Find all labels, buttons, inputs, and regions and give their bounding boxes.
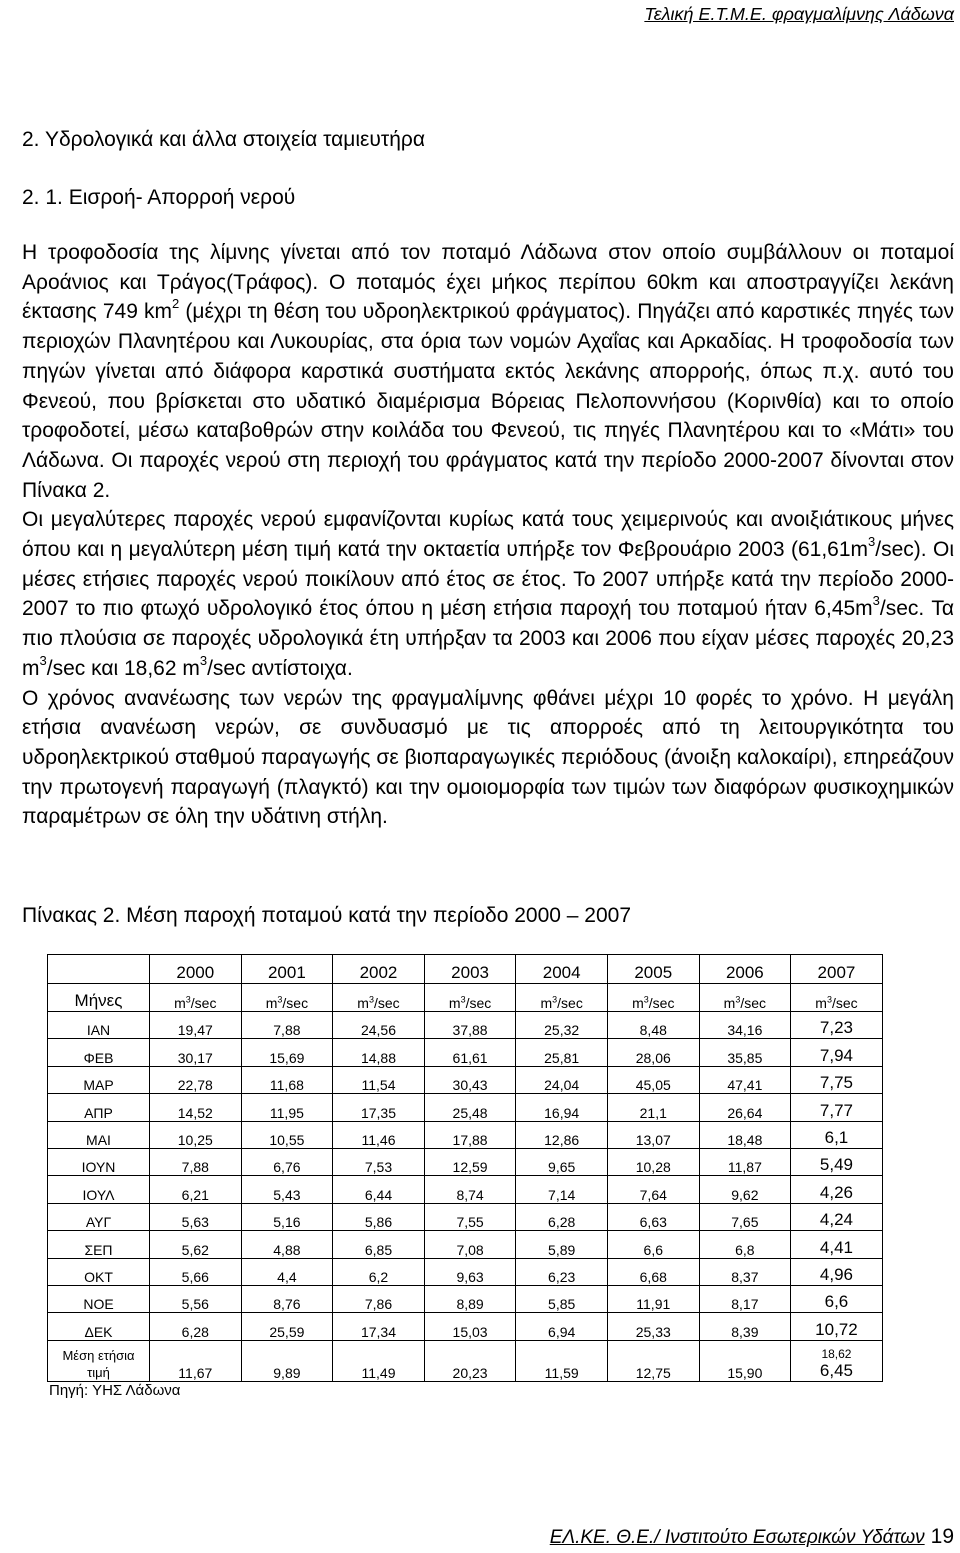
- value-cell: 6,6: [791, 1285, 883, 1312]
- value-cell: 5,16: [241, 1203, 333, 1230]
- table-row: [48, 1094, 883, 1121]
- year-header: 2002: [333, 955, 425, 984]
- year-header: 2003: [424, 955, 516, 984]
- table-row: [48, 1258, 883, 1285]
- value-cell: 5,62: [150, 1231, 242, 1258]
- unit-header: $m^3/\sec$: [516, 984, 608, 1012]
- value-cell: 25,81: [516, 1039, 608, 1066]
- value-cell: 6,6: [607, 1231, 699, 1258]
- value-cell: 61,61: [424, 1039, 516, 1066]
- value-cell: 6,21: [150, 1176, 242, 1203]
- month-label: ΝΟΕ: [48, 1285, 150, 1312]
- value-cell: 4,41: [791, 1231, 883, 1258]
- value-cell: 9,63: [424, 1258, 516, 1285]
- value-cell: 5,49: [791, 1148, 883, 1175]
- value-cell: 14,52: [150, 1094, 242, 1121]
- value-cell: 17,35: [333, 1094, 425, 1121]
- value-cell: 5,56: [150, 1285, 242, 1312]
- mean-value-cell: 20,23: [424, 1340, 516, 1381]
- month-label: ΑΥΓ: [48, 1203, 150, 1230]
- value-cell: 14,88: [333, 1039, 425, 1066]
- mean-value-cell: 18,62 6,45: [791, 1340, 883, 1381]
- table-row: [48, 1313, 883, 1340]
- year-header: 2001: [241, 955, 333, 984]
- value-cell: 34,16: [699, 1012, 791, 1039]
- value-cell: 8,37: [699, 1258, 791, 1285]
- value-cell: 17,34: [333, 1313, 425, 1340]
- table-caption: Πίνακας 2. Μέση παροχή ποταμού κατά την περίοδο 2000 – 2007: [22, 904, 632, 927]
- value-cell: 8,74: [424, 1176, 516, 1203]
- value-cell: 11,95: [241, 1094, 333, 1121]
- value-cell: 10,28: [607, 1148, 699, 1175]
- table-row: [48, 1148, 883, 1175]
- value-cell: 7,88: [150, 1148, 242, 1175]
- value-cell: 17,88: [424, 1121, 516, 1148]
- value-cell: 30,43: [424, 1066, 516, 1093]
- value-cell: 10,55: [241, 1121, 333, 1148]
- paragraph-3: Ο χρόνος ανανέωσης των νερών της φραγμαλίμνης φθάνει μέχρι 10 φορές το χρόνο. Η μεγάλη ετήσια ανανέωση νερών, σε συνδυασμό με τις απορροές από τη λειτουργικότητα του υδροηλεκτρικού σταθμού παραγωγής σε βιοπαραγωγικές περιόδους (άνοιξη καλοκαίρι), επηρεάζουν την πρωτογενή παραγωγή (πλαγκτό) και την ομοιομορφία των τιμών των διαφόρων φυσικοχημικών παραμέτρων σε όλη την υδάτινη στήλη.: [22, 686, 954, 829]
- value-cell: 5,63: [150, 1203, 242, 1230]
- unit-header: $m^3/\sec$: [791, 984, 883, 1012]
- value-cell: 11,46: [333, 1121, 425, 1148]
- value-cell: 6,44: [333, 1176, 425, 1203]
- mean-value-cell: 11,59: [516, 1340, 608, 1381]
- months-header: Μήνες: [48, 984, 150, 1012]
- table-row-mean: [48, 1340, 883, 1381]
- discharge-table: [47, 954, 883, 1382]
- value-cell: 6,63: [607, 1203, 699, 1230]
- unit-header: $m^3/\sec$: [241, 984, 333, 1012]
- value-cell: 45,05: [607, 1066, 699, 1093]
- month-label: ΔΕΚ: [48, 1313, 150, 1340]
- value-cell: 10,72: [791, 1313, 883, 1340]
- value-cell: 6,2: [333, 1258, 425, 1285]
- table-row: [48, 1039, 883, 1066]
- value-cell: 4,26: [791, 1176, 883, 1203]
- footer-institution: ΕΛ.ΚΕ. Θ.Ε./ Ινστιτούτο Εσωτερικών Υδάτων: [549, 1527, 925, 1548]
- value-cell: 6,28: [516, 1203, 608, 1230]
- table-row: [48, 1012, 883, 1039]
- value-cell: 7,14: [516, 1176, 608, 1203]
- value-cell: 7,65: [699, 1203, 791, 1230]
- table-row: [48, 1231, 883, 1258]
- table-row: [48, 1203, 883, 1230]
- table-header-years: [48, 955, 883, 984]
- value-cell: 6,94: [516, 1313, 608, 1340]
- year-header: 2005: [607, 955, 699, 984]
- table-row: [48, 1121, 883, 1148]
- value-cell: 6,85: [333, 1231, 425, 1258]
- value-cell: 8,17: [699, 1285, 791, 1312]
- mean-value-cell: 12,75: [607, 1340, 699, 1381]
- value-cell: 5,86: [333, 1203, 425, 1230]
- value-cell: 12,86: [516, 1121, 608, 1148]
- value-cell: 21,1: [607, 1094, 699, 1121]
- value-cell: 10,25: [150, 1121, 242, 1148]
- section-heading: 2. Υδρολογικά και άλλα στοιχεία ταμιευτήρα: [22, 128, 425, 151]
- value-cell: 5,85: [516, 1285, 608, 1312]
- month-label: ΙΟΥΛ: [48, 1176, 150, 1203]
- value-cell: 4,4: [241, 1258, 333, 1285]
- page-number: 19: [930, 1525, 954, 1548]
- value-cell: 19,47: [150, 1012, 242, 1039]
- value-cell: 22,78: [150, 1066, 242, 1093]
- value-cell: 7,94: [791, 1039, 883, 1066]
- body-text: [22, 238, 954, 832]
- unit-header: $m^3/\sec$: [333, 984, 425, 1012]
- table-source: Πηγή: ΥΗΣ Λάδωνα: [49, 1382, 181, 1399]
- value-cell: 37,88: [424, 1012, 516, 1039]
- month-label: ΙΑΝ: [48, 1012, 150, 1039]
- value-cell: 5,43: [241, 1176, 333, 1203]
- value-cell: 5,66: [150, 1258, 242, 1285]
- month-label: ΙΟΥΝ: [48, 1148, 150, 1175]
- value-cell: 8,39: [699, 1313, 791, 1340]
- value-cell: 18,48: [699, 1121, 791, 1148]
- value-cell: 16,94: [516, 1094, 608, 1121]
- value-cell: 9,62: [699, 1176, 791, 1203]
- value-cell: 25,59: [241, 1313, 333, 1340]
- value-cell: 24,56: [333, 1012, 425, 1039]
- value-cell: 11,87: [699, 1148, 791, 1175]
- value-cell: 25,33: [607, 1313, 699, 1340]
- value-cell: 7,53: [333, 1148, 425, 1175]
- value-cell: 6,76: [241, 1148, 333, 1175]
- month-label: ΑΠΡ: [48, 1094, 150, 1121]
- unit-header: $m^3/\sec$: [607, 984, 699, 1012]
- value-cell: 24,04: [516, 1066, 608, 1093]
- mean-value-cell: 9,89: [241, 1340, 333, 1381]
- value-cell: 6,8: [699, 1231, 791, 1258]
- document-footer: [550, 1525, 954, 1549]
- value-cell: 12,59: [424, 1148, 516, 1175]
- value-cell: 25,32: [516, 1012, 608, 1039]
- value-cell: 25,48: [424, 1094, 516, 1121]
- value-cell: 11,68: [241, 1066, 333, 1093]
- value-cell: 47,41: [699, 1066, 791, 1093]
- value-cell: 6,68: [607, 1258, 699, 1285]
- value-cell: 7,86: [333, 1285, 425, 1312]
- month-label: ΦΕΒ: [48, 1039, 150, 1066]
- value-cell: 28,06: [607, 1039, 699, 1066]
- table-row: [48, 1176, 883, 1203]
- paragraph-2: Οι μεγαλύτερες παροχές νερού εμφανίζονται κυρίως κατά τους χειμερινούς και ανοιξιάτικους μήνες όπου και η μεγαλύτερη μέση τιμή κατά την οκταετία υπήρξε τον Φεβρουάριο 2003 $(61,61m^3/\sec)$. Οι μέσες ετήσιες παροχές νερού ποικίλουν από έτος σε έτος. Το 2007 υπήρξε κατά την περίοδο 2000-2007 το πιο φτωχό υδρολογικό έτος όπου η μέση ετήσια παροχή του ποταμού ήταν $6,45m^3/\sec$. Τα πιο πλούσια σε παροχές υδρολογικά έτη υπήρξαν τα 2003 και 2006 που είχαν μέσες παροχές 20,23 $m^3/\sec$ και 18,62 $m^3/\sec$ αντίστοιχα.: [22, 508, 954, 680]
- value-cell: 7,75: [791, 1066, 883, 1093]
- table-row: [48, 1285, 883, 1312]
- month-label: ΜΑΡ: [48, 1066, 150, 1093]
- value-cell: 8,76: [241, 1285, 333, 1312]
- value-cell: 4,24: [791, 1203, 883, 1230]
- mean-value-cell: 11,67: [150, 1340, 242, 1381]
- value-cell: 4,96: [791, 1258, 883, 1285]
- value-cell: 15,03: [424, 1313, 516, 1340]
- value-cell: 7,55: [424, 1203, 516, 1230]
- paragraph-1: Η τροφοδοσία της λίμνης γίνεται από τον ποταμό Λάδωνα στον οποίο συμβάλλουν οι ποταμοί Αροάνιος και Τράγος(Τράφος). Ο ποταμός έχει μήκος περίπου 60km και αποστραγγίζει λεκάνη έκτασης 749 $km^2$ (μέχρι τη θέση του υδροηλεκτρικού φράγματος). Πηγάζει από καρστικές πηγές των περιοχών Πλανητέρου και Λυκουρίας, στα όρια των νομών Αχαΐας και Αρκαδίας. Η τροφοδοσία των πηγών γίνεται από διάφορα καρστικά συστήματα εκτός λεκάνης απορροής, όπως π.χ. αυτό του Φενεού, που βρίσκεται στο υδατικό διαμέρισμα Βόρειας Πελοποννήσου (Κορινθία) και το οποίο τροφοδοτεί, μέσω καταβοθρών στην κοιλάδα του Φενεού, τις πηγές Πλανητέρου και το «Μάτι» του Λάδωνα. Οι παροχές νερού στη περιοχή του φράγματος κατά την περίοδο 2000-2007 δίνονται στον Πίνακα 2.: [22, 241, 955, 502]
- value-cell: 11,91: [607, 1285, 699, 1312]
- value-cell: 5,89: [516, 1231, 608, 1258]
- table-row: [48, 1066, 883, 1093]
- value-cell: 26,64: [699, 1094, 791, 1121]
- document-header: Τελική Ε.Τ.Μ.Ε. φραγμαλίμνης Λάδωνα: [644, 4, 954, 24]
- unit-header: $m^3/\sec$: [699, 984, 791, 1012]
- subsection-heading: 2. 1. Εισροή- Απορροή νερού: [22, 186, 296, 209]
- month-label: ΜΑΙ: [48, 1121, 150, 1148]
- value-cell: 35,85: [699, 1039, 791, 1066]
- value-cell: 8,89: [424, 1285, 516, 1312]
- value-cell: 11,54: [333, 1066, 425, 1093]
- value-cell: 6,28: [150, 1313, 242, 1340]
- value-cell: 6,23: [516, 1258, 608, 1285]
- month-label: ΣΕΠ: [48, 1231, 150, 1258]
- value-cell: 8,48: [607, 1012, 699, 1039]
- value-cell: 7,23: [791, 1012, 883, 1039]
- month-label: ΟΚΤ: [48, 1258, 150, 1285]
- year-header: 2007: [791, 955, 883, 984]
- value-cell: 6,1: [791, 1121, 883, 1148]
- value-cell: 30,17: [150, 1039, 242, 1066]
- value-cell: 15,69: [241, 1039, 333, 1066]
- year-header: 2006: [699, 955, 791, 984]
- header-blank: [48, 955, 150, 984]
- value-cell: 7,64: [607, 1176, 699, 1203]
- year-header: 2004: [516, 955, 608, 984]
- table-header-units: [48, 984, 883, 1012]
- value-cell: 9,65: [516, 1148, 608, 1175]
- mean-value-cell: 15,90: [699, 1340, 791, 1381]
- unit-header: $m^3/\sec$: [424, 984, 516, 1012]
- mean-value-cell: 11,49: [333, 1340, 425, 1381]
- value-cell: 7,08: [424, 1231, 516, 1258]
- unit-header: $m^3/\sec$: [150, 984, 242, 1012]
- value-cell: 4,88: [241, 1231, 333, 1258]
- year-header: 2000: [150, 955, 242, 984]
- value-cell: 7,88: [241, 1012, 333, 1039]
- mean-label: Μέση ετήσια τιμή: [48, 1340, 150, 1381]
- value-cell: 7,77: [791, 1094, 883, 1121]
- value-cell: 13,07: [607, 1121, 699, 1148]
